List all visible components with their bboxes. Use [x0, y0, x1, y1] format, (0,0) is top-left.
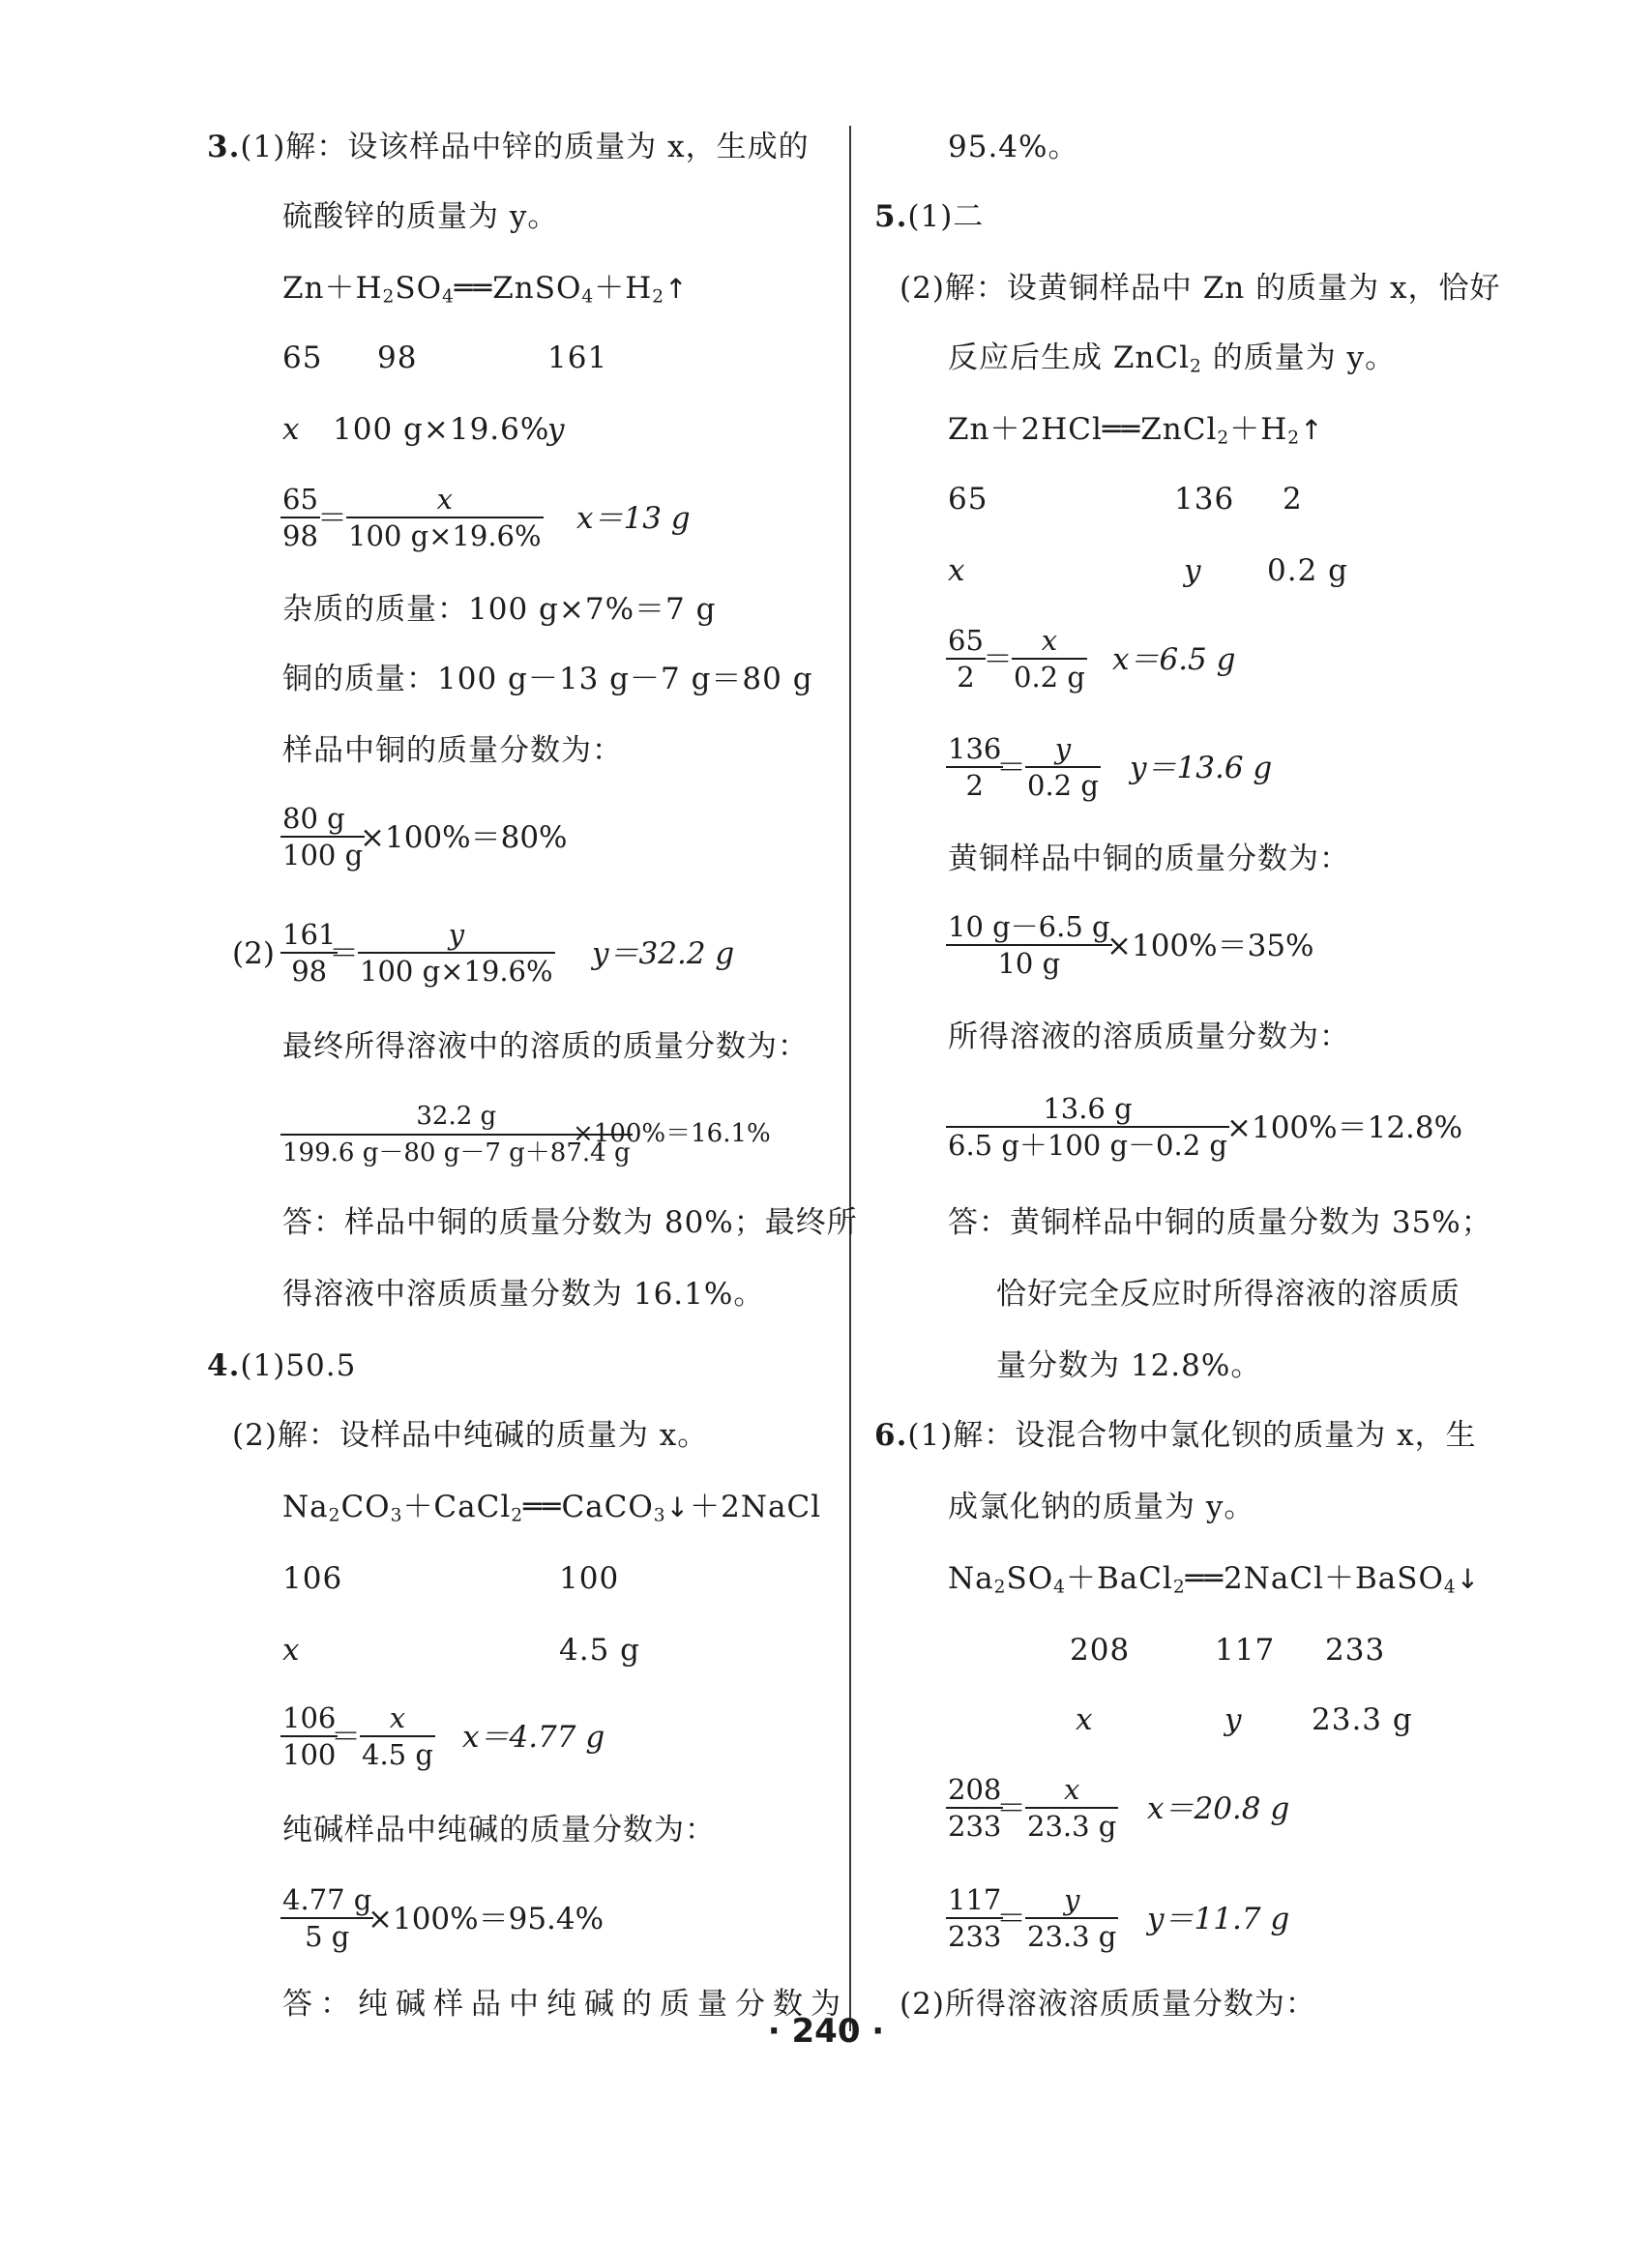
- q5-fraction-label: 黄铜样品中铜的质量分数为：: [948, 842, 1350, 876]
- q5-fraction-3: $\frac{10 g-6.5 g}{10 g}$: [948, 910, 1110, 980]
- q5-row-y: y: [1184, 553, 1202, 588]
- q3-fraction-1-left: $\frac{65}{98}$: [282, 483, 318, 552]
- q3-result-y: y＝32.2 g: [592, 936, 735, 971]
- q5-answer-1: 答：黄铜样品中铜的质量分数为 35%；: [948, 1205, 1492, 1240]
- q3-fraction-label: 样品中铜的质量分数为：: [282, 733, 623, 768]
- precipitate-arrow-icon: ↓: [1456, 1563, 1481, 1595]
- q4-answer-continued: 95.4%。: [948, 130, 1079, 164]
- q3-row-y: y: [547, 412, 566, 447]
- q3-impurity: 杂质的质量：100 g×7%＝7 g: [282, 592, 717, 627]
- q3-row-mid: 100 g×19.6%: [333, 412, 550, 447]
- q6-mass-117: 117: [1215, 1633, 1276, 1668]
- q3-part-2: (2): [232, 936, 275, 971]
- q4-fraction-label: 纯碱样品中纯碱的质量分数为：: [282, 1813, 716, 1847]
- q5-fraction-1-right: $\frac{x}{0.2 g}$: [1014, 624, 1085, 694]
- q3-fraction-2: $\frac{80 g}{100 g}$: [282, 802, 364, 872]
- q5-answer-2: 恰好完全反应时所得溶液的溶质质: [996, 1277, 1460, 1312]
- q3-line-2: 硫酸锌的质量为 y。: [282, 199, 559, 234]
- q4-line-1: 4.(1)50.5: [207, 1348, 357, 1383]
- q5-mass-65: 65: [948, 482, 988, 517]
- q6-mass-233: 233: [1325, 1633, 1386, 1668]
- q4-row-g: 4.5 g: [559, 1633, 640, 1668]
- q5-mass-136: 136: [1174, 482, 1235, 517]
- q6-fraction-1-left: $\frac{208}{233}$: [948, 1773, 1002, 1843]
- q5-answer-3: 量分数为 12.8%。: [996, 1348, 1262, 1383]
- q5-part-2-line-1: (2)解：设黄铜样品中 Zn 的质量为 x，恰好: [900, 271, 1501, 306]
- q6-fraction-2-left: $\frac{117}{233}$: [948, 1883, 1002, 1953]
- precipitate-arrow-icon: ↓: [665, 1492, 691, 1523]
- q3-number: 3.: [207, 130, 241, 164]
- q5-fraction-2-right: $\frac{y}{0.2 g}$: [1027, 732, 1099, 802]
- q5-solution-label: 所得溶液的溶质质量分数为：: [948, 1020, 1350, 1054]
- q3-fraction-4: $\frac{32.2 g}{199.6 g-80 g-7 g+87.4 g}$: [280, 1099, 633, 1170]
- q4-fraction-1-left: $\frac{106}{100}$: [282, 1701, 337, 1771]
- q4-answer-1: 答：纯碱样品中纯碱的质量分数为: [282, 1987, 848, 2022]
- q3-solution-label: 最终所得溶液中的溶质的质量分数为：: [282, 1029, 809, 1064]
- q6-result-x: x＝20.8 g: [1147, 1791, 1290, 1826]
- q3-copper: 铜的质量：100 g－13 g－7 g＝80 g: [282, 662, 813, 696]
- q3-result-x: x＝13 g: [576, 501, 691, 536]
- q3-mass-98: 98: [377, 340, 418, 375]
- q4-equation: $Na_2CO_3+CaCl_2══CaCO_3↓+2NaCl$: [282, 1490, 822, 1526]
- q6-fraction-1-right: $\frac{x}{23.3 g}$: [1027, 1773, 1117, 1843]
- q5-fraction-2-left: $\frac{136}{2}$: [948, 732, 1002, 802]
- q6-line-1: 6.(1)解：设混合物中氯化钡的质量为 x，生: [874, 1418, 1477, 1453]
- q4-fraction-2: $\frac{4.77 g}{5 g}$: [282, 1883, 372, 1953]
- q3-answer-2: 得溶液中溶质质量分数为 16.1%。: [282, 1277, 765, 1312]
- q4-mass-100: 100: [559, 1561, 620, 1596]
- q6-line-2: 成氯化钠的质量为 y。: [948, 1490, 1255, 1524]
- q3-answer-1: 答：样品中铜的质量分数为 80%；最终所: [282, 1205, 858, 1240]
- column-divider: [849, 126, 851, 2031]
- q3-mass-65: 65: [282, 340, 323, 375]
- q5-row-g: 0.2 g: [1267, 553, 1348, 588]
- q3-fraction-3-left: $\frac{161}{98}$: [282, 918, 337, 988]
- q5-result-y: y＝13.6 g: [1130, 751, 1273, 785]
- q6-number: 6.: [874, 1418, 908, 1453]
- q6-row-y: y: [1224, 1702, 1243, 1737]
- q6-result-y: y＝11.7 g: [1147, 1902, 1290, 1936]
- q4-row-x: x: [282, 1633, 301, 1668]
- q3-fraction-1-right: $\frac{x}{100 g\times 19.6\%}$: [348, 483, 542, 552]
- q3-row-x: x: [282, 412, 301, 447]
- q5-line-1: 5.(1)二: [874, 199, 985, 234]
- q4-fraction-1-right: $\frac{x}{4.5 g}$: [362, 1701, 433, 1771]
- q5-number: 5.: [874, 199, 908, 234]
- q5-row-x: x: [948, 553, 966, 588]
- q4-mass-106: 106: [282, 1561, 343, 1596]
- q5-equation: $Zn+2HCl══ZnCl_2+H_2↑$: [948, 412, 1324, 449]
- q4-part-2: (2)解：设样品中纯碱的质量为 x。: [232, 1418, 709, 1453]
- q3-equation: $Zn+H_2SO_4══ZnSO_4+H_2↑$: [282, 271, 689, 308]
- q4-number: 4.: [207, 1348, 241, 1383]
- q6-equation: $Na_2SO_4+BaCl_2══2NaCl+BaSO_4↓$: [948, 1561, 1481, 1598]
- q5-mass-2: 2: [1283, 482, 1303, 517]
- q3-line-1: 3.(1)解：设该样品中锌的质量为 x，生成的: [207, 130, 810, 164]
- answer-page: 3.(1)解：设该样品中锌的质量为 x，生成的 硫酸锌的质量为 y。 $Zn+H_2SO_4══ZnSO_4+H_2↑$ 65 98 161 x 100 g×19.6% y $\frac{65}{98}$ ＝ $\frac{x}{100 g\times 19.6\%}$ x＝13 g 杂质的质量：100 g×7%＝7 g 铜的质量：100 g－13 g－7 g＝80 g 样品中铜的质量分数为： $\frac{80 g}{100 g}$ ×100%＝80% (2) $\frac{161}{98}$ ＝ $\frac{y}{100 g\times 19.6\%}$ y＝32.2 g 最终所得溶液中的溶质的质量分数为： $\frac{32.2 g}{199.6 g-80 g-7 g+87.4 g}$ ×100%＝16.1% 答：样品中铜的质量分数为 80%；最终所 得溶液中溶质质量分数为 16.1%。 4.(1)50.5 (2)解：设样品中纯碱的质量为 x。 $Na_2CO_3+CaCl_2══CaCO_3↓+2NaCl$ 106 100 x 4.5 g $\frac{106}{100}$ ＝ $\frac{x}{4.5 g}$ x＝4.77 g 纯碱样品中纯碱的质量分数为： $\frac{4.77 g}{5 g}$ ×100%＝95.4% 答：纯碱样品中纯碱的质量分数为 95.4%。 5.(1)二 (2)解：设黄铜样品中 Zn 的质量为 x，恰好 反应后生成 ZnCl$_2$ 的质量为 y。 $Zn+2HCl══ZnCl_2+H_2↑$ 65 136 2 x y 0.2 g $\frac{65}{2}$ ＝ $\frac{x}{0.2 g}$ x＝6.5 g $\frac{136}{2}$ ＝ $\frac{y}{0.2 g}$ y＝13.6 g 黄铜样品中铜的质量分数为： $\frac{10 g-6.5 g}{10 g}$ ×100%＝35% 所得溶液的溶质质量分数为： $\frac{13.6 g}{6.5 g+100 g-0.2 g}$ ×100%＝12.8% 答：黄铜样品中铜的质量分数为 35%； 恰好完全反应时所得溶液的溶质质 量分数为 12.8%。 6.(1)解：设混合物中氯化钡的质量为 x，生 成氯化钠的质量为 y。 $Na_2SO_4+BaCl_2══2NaCl+BaSO_4↓$ 208 117 233 x y 23.3 g $\frac{208}{233}$ ＝ $\frac{x}{23.3 g}$ x＝20.8 g $\frac{117}{233}$ ＝ $\frac{y}{23.3 g}$ y＝11.7 g (2)所得溶液溶质质量分数为： · 240 ·: [0, 0, 1652, 2246]
- q5-result-x: x＝6.5 g: [1112, 642, 1236, 677]
- q6-row-g: 23.3 g: [1312, 1702, 1413, 1737]
- page-number: · 240 ·: [767, 2012, 885, 2051]
- gas-arrow-icon: ↑: [664, 273, 689, 305]
- q5-part-2-line-2: 反应后生成 ZnCl$_2$ 的质量为 y。: [948, 340, 1397, 377]
- q4-result-x: x＝4.77 g: [462, 1720, 605, 1755]
- q6-row-x: x: [1076, 1702, 1094, 1737]
- gas-arrow-icon: ↑: [1300, 414, 1324, 446]
- q6-part-2: (2)所得溶液溶质质量分数为：: [900, 1987, 1316, 2022]
- q5-fraction-1-left: $\frac{65}{2}$: [948, 624, 984, 694]
- q6-mass-208: 208: [1070, 1633, 1131, 1668]
- q3-mass-161: 161: [547, 340, 608, 375]
- q6-fraction-2-right: $\frac{y}{23.3 g}$: [1027, 1883, 1117, 1953]
- q3-fraction-3-right: $\frac{y}{100 g\times 19.6\%}$: [360, 918, 553, 988]
- q5-fraction-4: $\frac{13.6 g}{6.5 g+100 g-0.2 g}$: [948, 1092, 1227, 1162]
